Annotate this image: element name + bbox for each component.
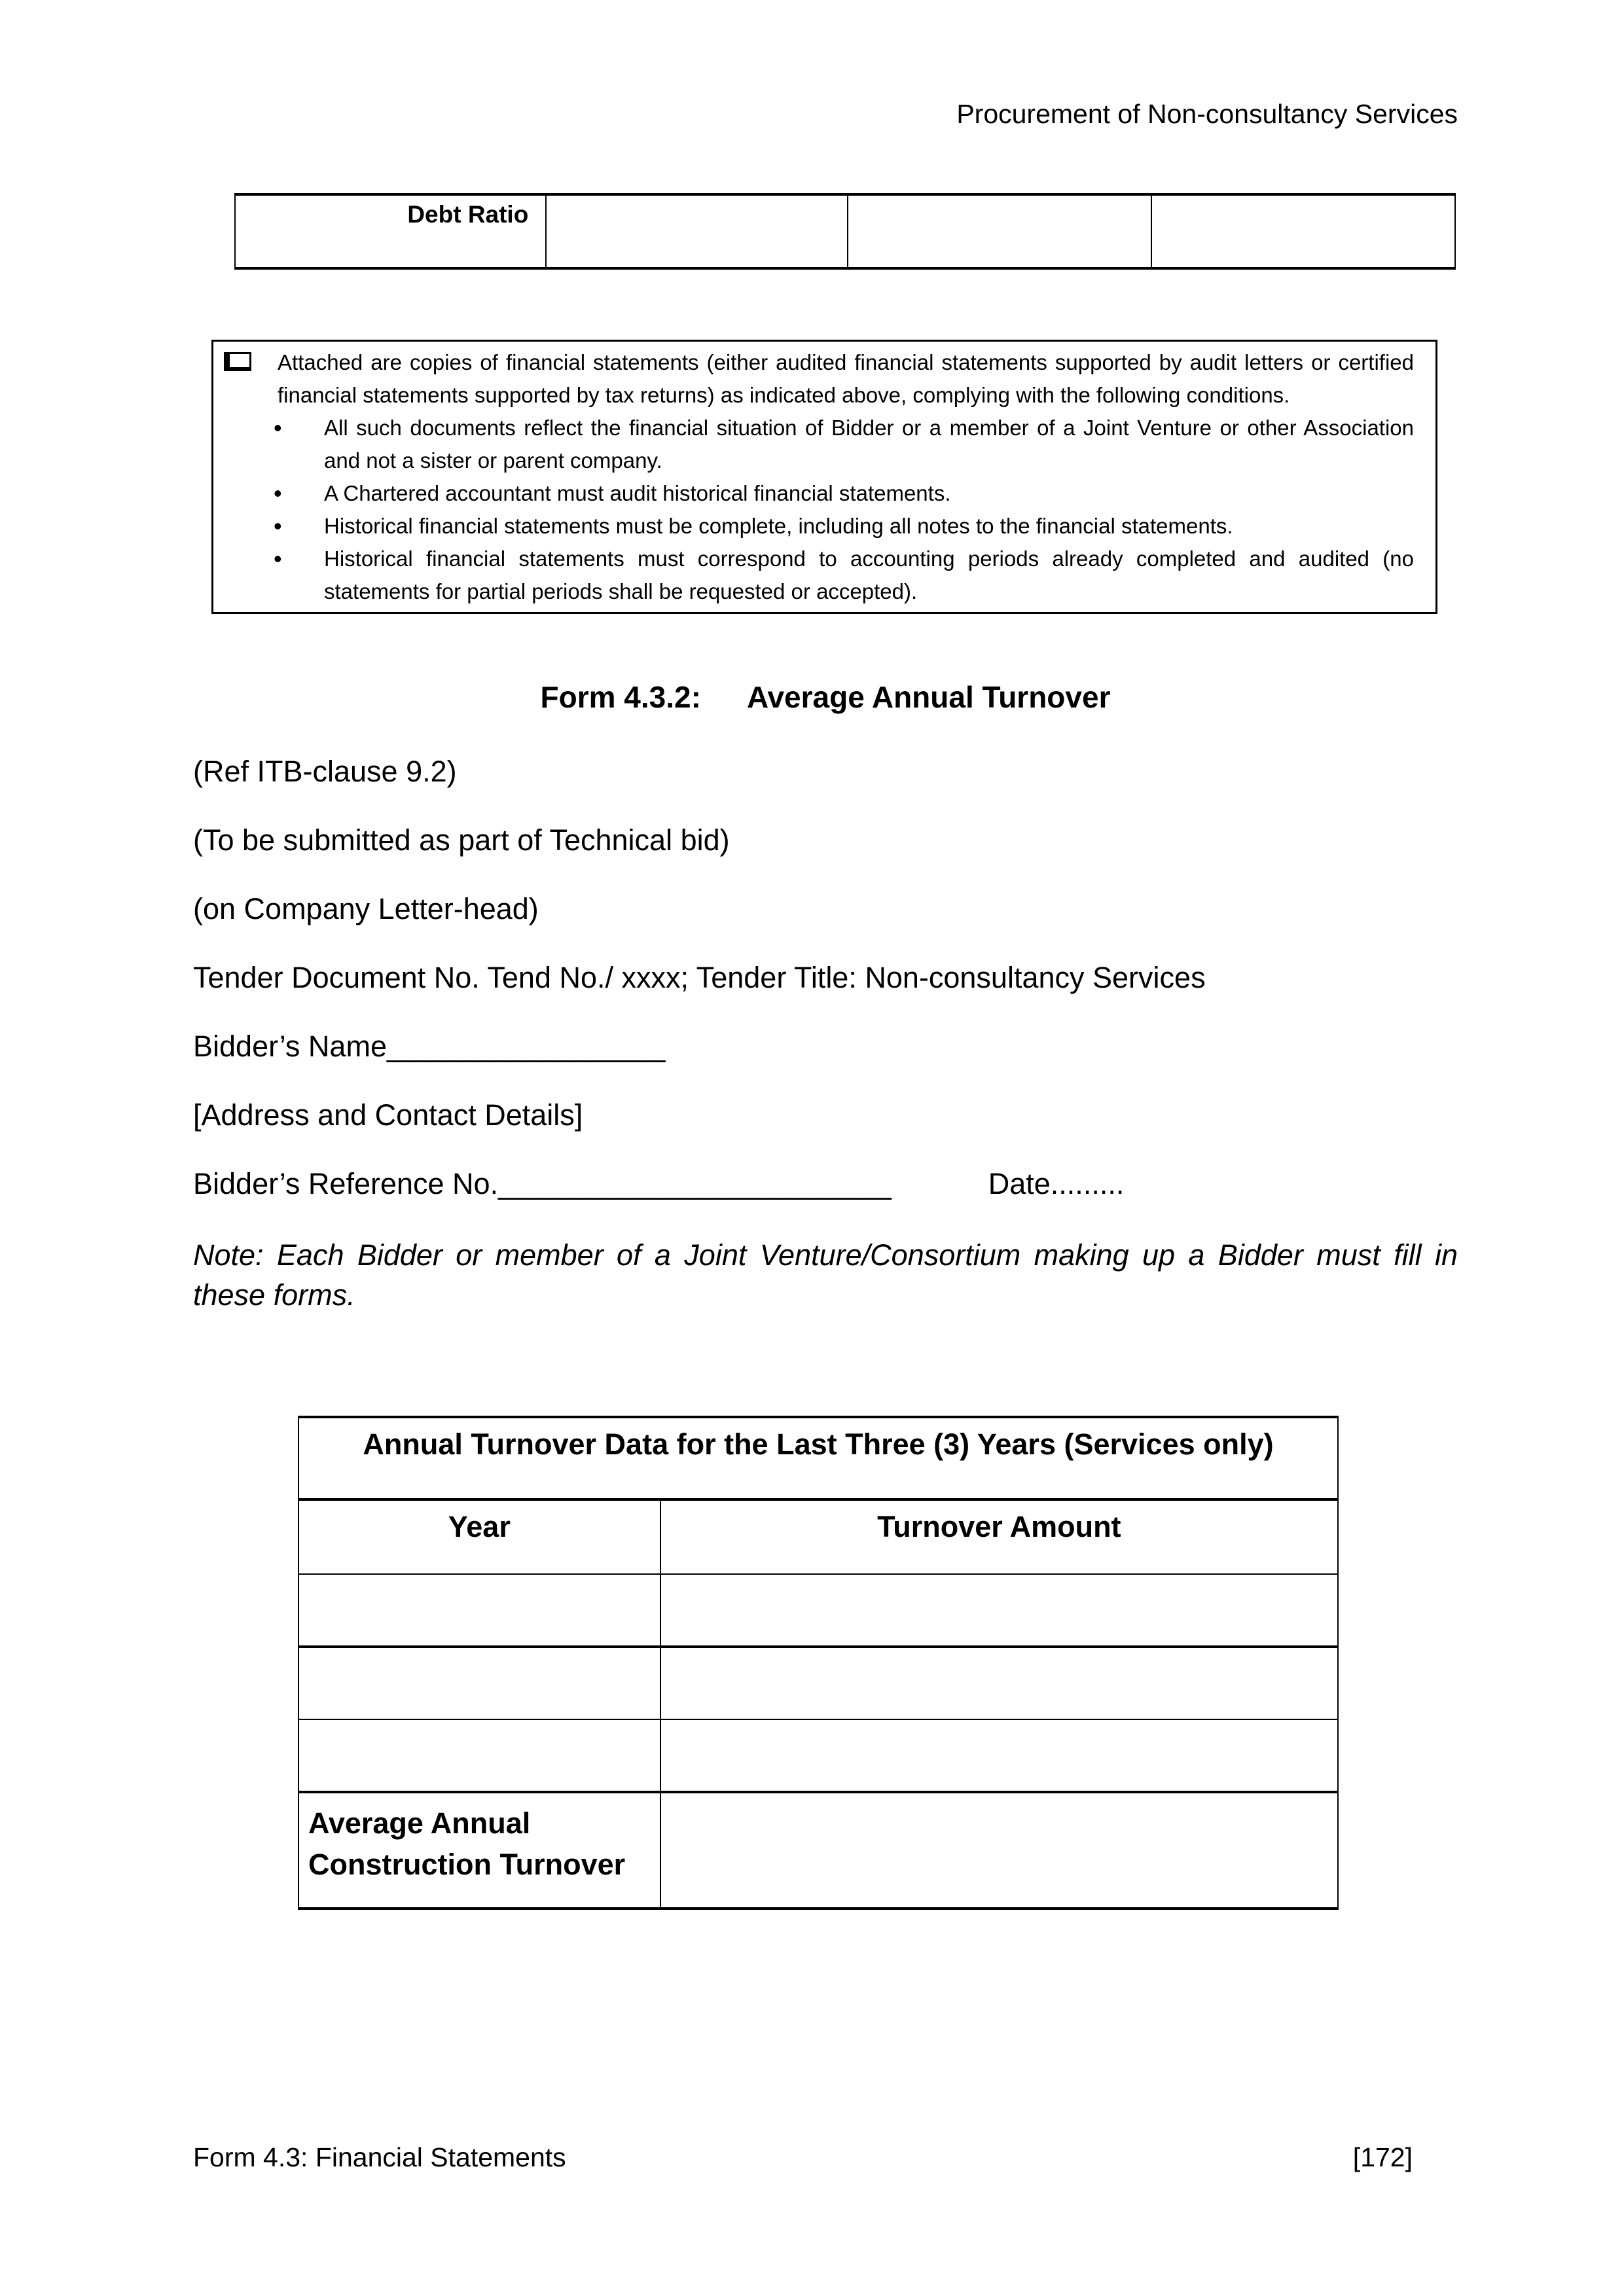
form-title [193, 679, 1458, 715]
form-title-text: Average Annual Turnover [746, 680, 1111, 714]
conditions-intro-row [213, 346, 1435, 412]
table-row [298, 1574, 1338, 1647]
bullet-text: All such documents reflect the financial situation of Bidder or a member of a Joint Venture or other Association and not a sister or parent company. [324, 416, 1414, 473]
column-header-turnover-amount: Turnover Amount [660, 1499, 1338, 1574]
table-header-row [298, 1499, 1338, 1574]
address-line: [Address and Contact Details] [193, 1098, 583, 1132]
bullet-text: Historical financial statements must correspond to accounting periods already completed and audited (no statements for partial periods shall be requested or accepted). [324, 547, 1414, 603]
turnover-amount-cell [660, 1647, 1338, 1719]
reference-label: Bidder’s Reference No. [193, 1167, 499, 1200]
bidder-name-label: Bidder’s Name [193, 1030, 387, 1063]
page-header [193, 98, 1458, 130]
bullet-text: A Chartered accountant must audit historical financial statements. [324, 481, 951, 505]
table-title: Annual Turnover Data for the Last Three (3) Years (Services only) [298, 1417, 1338, 1499]
bullet-icon: • [274, 414, 282, 441]
conditions-box [211, 340, 1437, 614]
column-header-year: Year [298, 1499, 660, 1574]
table-title-row [298, 1417, 1338, 1499]
year-cell [298, 1574, 660, 1647]
submission-line: (To be submitted as part of Technical bid) [193, 823, 730, 857]
turnover-amount-cell [660, 1719, 1338, 1792]
list-item [213, 477, 1435, 510]
form-title-number: Form 4.3.2: [540, 680, 701, 714]
debt-ratio-empty-cell [546, 194, 847, 268]
page-footer [193, 2142, 1458, 2173]
ref-clause-line: (Ref ITB-clause 9.2) [193, 755, 457, 788]
bidder-name-blank: _________________ [386, 1030, 666, 1063]
bullet-icon: • [274, 512, 282, 539]
bullet-icon: • [274, 545, 282, 572]
tender-line: Tender Document No. Tend No./ xxxx; Tender Title: Non-consultancy Services [193, 961, 1206, 994]
reference-line [193, 1166, 1458, 1201]
table-average-row [298, 1792, 1338, 1909]
debt-ratio-empty-cell [1151, 194, 1455, 268]
checkbox-icon [224, 352, 251, 371]
bullet-icon: • [274, 480, 282, 507]
header-right-text: Procurement of Non-consultancy Services [956, 99, 1458, 129]
page-number: [172] [1352, 2142, 1413, 2172]
list-item [213, 412, 1435, 477]
letterhead-line: (on Company Letter-head) [193, 892, 539, 925]
note-text: Note: Each Bidder or member of a Joint Venture/Consortium making up a Bidder must fill in these forms. [193, 1238, 1458, 1312]
debt-ratio-row [235, 194, 1455, 268]
page-content [0, 98, 1624, 1910]
turnover-amount-cell [660, 1574, 1338, 1647]
reference-blank: ________________________ [498, 1167, 892, 1200]
bullet-text: Historical financial statements must be complete, including all notes to the financial statements. [324, 514, 1233, 538]
conditions-intro-text: Attached are copies of financial statements (either audited financial statements supported by audit letters or certified financial statements supported by tax returns) as indicated above, complying with the following conditions. [278, 350, 1414, 407]
list-item [213, 510, 1435, 543]
date-label: Date......... [988, 1167, 1125, 1200]
average-turnover-label: Average Annual Construction Turnover [308, 1806, 626, 1881]
debt-ratio-table [234, 193, 1456, 270]
debt-ratio-label-cell: Debt Ratio [407, 201, 529, 228]
table-row [298, 1719, 1338, 1792]
average-turnover-value-cell [660, 1792, 1338, 1909]
list-item [213, 543, 1435, 608]
annual-turnover-table [298, 1416, 1339, 1910]
year-cell [298, 1647, 660, 1719]
bidder-name-line [193, 1029, 1458, 1064]
year-cell [298, 1719, 660, 1792]
table-row [298, 1647, 1338, 1719]
footer-left-text: Form 4.3: Financial Statements [193, 2142, 566, 2172]
debt-ratio-empty-cell [848, 194, 1151, 268]
